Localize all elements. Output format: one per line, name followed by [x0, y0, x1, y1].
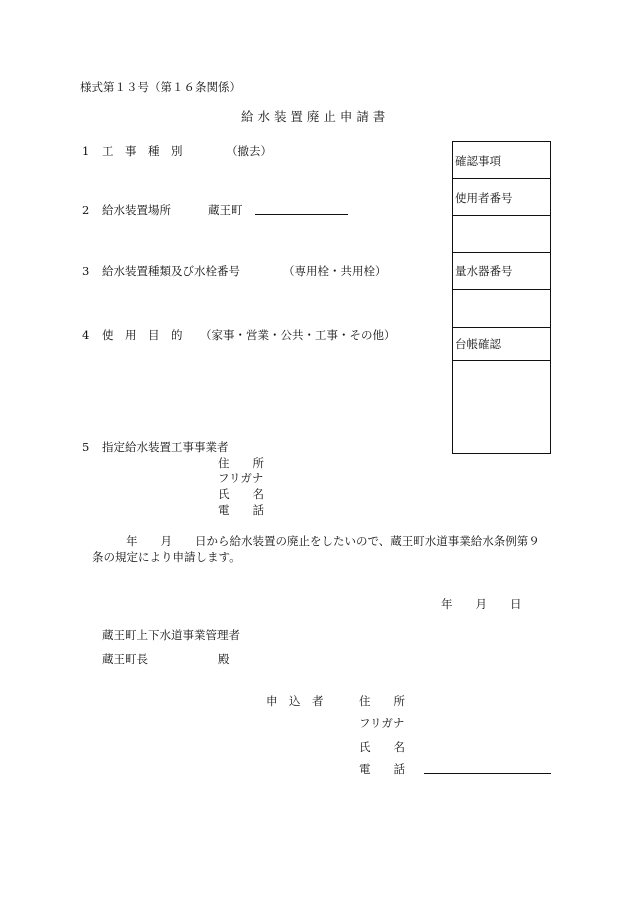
item5-number: 5: [82, 440, 90, 454]
item2-label: 給水装置場所: [102, 203, 171, 217]
applicant-name-label: 氏 名: [359, 740, 405, 754]
confirm-divider: [453, 360, 550, 361]
applicant-phone-label: 電 話: [359, 762, 405, 776]
meter-number-label: 量水器番号: [455, 264, 513, 278]
item2-value: 蔵王町: [208, 203, 243, 217]
contractor-furigana-label: フリガナ: [218, 471, 264, 485]
page-title: 給 水 装 置 廃 止 申 請 書: [241, 109, 386, 124]
item4-value: （家事・営業・公共・工事・その他）: [200, 328, 396, 342]
confirm-divider: [453, 252, 550, 253]
user-number-label: 使用者番号: [455, 191, 513, 205]
statement-line2: 条の規定により申請します。: [92, 550, 241, 564]
addressee-line2: 蔵王町長: [102, 652, 148, 666]
item2-number: 2: [82, 203, 90, 217]
item3-label: 給水装置種類及び水栓番号: [102, 264, 240, 278]
statement-line1: 年 月 日から給水装置の廃止をしたいので、蔵王町水道事業給水条例第９: [126, 534, 540, 548]
item3-number: 3: [82, 264, 90, 278]
application-date: 年 月 日: [441, 597, 522, 611]
applicant-phone-underline[interactable]: [424, 773, 551, 774]
item3-value: （専用栓・共用栓）: [283, 264, 387, 278]
confirm-divider: [453, 289, 550, 290]
applicant-furigana-label: フリガナ: [359, 716, 405, 730]
item1-value: （撤去）: [226, 144, 272, 158]
contractor-phone-label: 電 話: [218, 503, 264, 517]
applicant-address-label: 住 所: [359, 694, 405, 708]
form-number: 様式第１３号（第１６条関係）: [80, 80, 241, 94]
item1-label: 工 事 種 別: [102, 144, 183, 158]
confirm-header: 確認事項: [455, 154, 501, 168]
contractor-address-label: 住 所: [218, 456, 264, 470]
confirm-divider: [453, 178, 550, 179]
confirm-divider: [453, 215, 550, 216]
confirm-divider: [453, 327, 550, 328]
applicant-label: 申 込 者: [266, 694, 324, 708]
item5-label: 指定給水装置工事事業者: [102, 440, 229, 454]
item4-label: 使 用 目 的: [102, 328, 183, 342]
item1-number: 1: [82, 144, 90, 158]
location-underline[interactable]: [255, 214, 348, 215]
addressee-line1: 蔵王町上下水道事業管理者: [102, 628, 240, 642]
contractor-name-label: 氏 名: [218, 487, 264, 501]
addressee-honorific: 殿: [218, 652, 230, 666]
item4-number: 4: [82, 328, 90, 342]
ledger-check-label: 台帳確認: [455, 337, 501, 351]
confirmation-box: [452, 141, 551, 454]
